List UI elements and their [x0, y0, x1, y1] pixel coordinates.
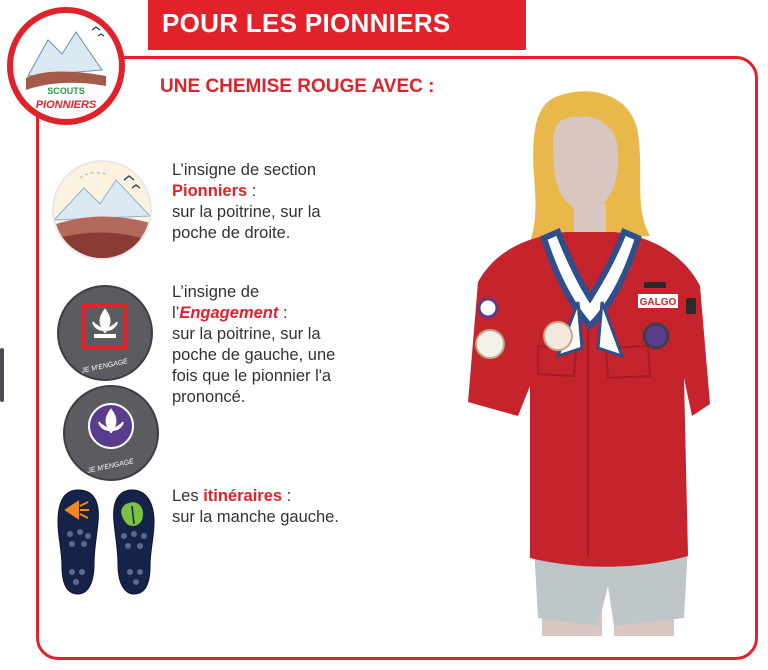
shirt-engagement-badge — [644, 324, 668, 348]
engagement-badge-description — [172, 282, 335, 408]
engagement-badge-text: JE M'ENGAGE — [80, 358, 129, 375]
engagement-badge-text-2: JE M'ENGAGE — [86, 458, 135, 475]
section-badge-description — [172, 160, 321, 244]
itineraires-description — [172, 486, 339, 528]
sleeve-badge-violet — [479, 299, 497, 317]
section-badge-line1: L’insigne de section — [172, 161, 317, 179]
logo-top-word: SCOUTS — [47, 86, 85, 96]
sleeve-tab — [686, 298, 696, 314]
engagement-detail-1: sur la poitrine, sur la — [172, 325, 321, 343]
section-badge-highlight: Pionniers — [172, 182, 248, 200]
itineraire-sole-right — [114, 490, 154, 594]
logo-bottom-word: PIONNIERS — [35, 99, 97, 111]
itineraires-badges — [56, 488, 156, 596]
section-badge-detail-1: sur la poitrine, sur la — [172, 203, 321, 221]
page-title: POUR LES PIONNIERS — [162, 8, 451, 38]
engagement-badge-violet — [62, 384, 160, 482]
section-badge-heading: Pionniers : — [172, 182, 257, 200]
shirt-section-badge — [544, 322, 572, 350]
pionniers-section-badge — [50, 158, 154, 262]
pionnier-figure-illustration — [438, 86, 738, 646]
engagement-highlight: Engagement — [179, 304, 279, 322]
scouts-pionniers-logo — [6, 6, 126, 126]
engagement-detail-4: prononcé. — [172, 388, 246, 406]
engagement-detail-3: fois que le pionnier l'a — [172, 367, 332, 385]
section-badge-detail-2: poche de droite. — [172, 224, 291, 242]
rank-bar — [644, 282, 666, 288]
title-banner — [148, 0, 526, 50]
itineraires-highlight: itinéraires — [203, 487, 283, 505]
engagement-heading: l’Engagement : — [172, 304, 288, 322]
itineraire-sole-left — [58, 490, 98, 594]
engagement-detail-2: poche de gauche, une — [172, 346, 336, 364]
engagement-badge-red — [56, 284, 154, 382]
itineraires-heading: Les itinéraires : — [172, 487, 292, 505]
edge-decoration — [0, 340, 6, 410]
name-tag: GALGO — [639, 297, 677, 308]
page-subtitle: UNE CHEMISE ROUGE AVEC : — [160, 76, 435, 97]
sleeve-badge-scouts — [476, 330, 504, 358]
itineraires-detail-1: sur la manche gauche. — [172, 508, 339, 526]
engagement-line1: L’insigne de — [172, 283, 260, 301]
